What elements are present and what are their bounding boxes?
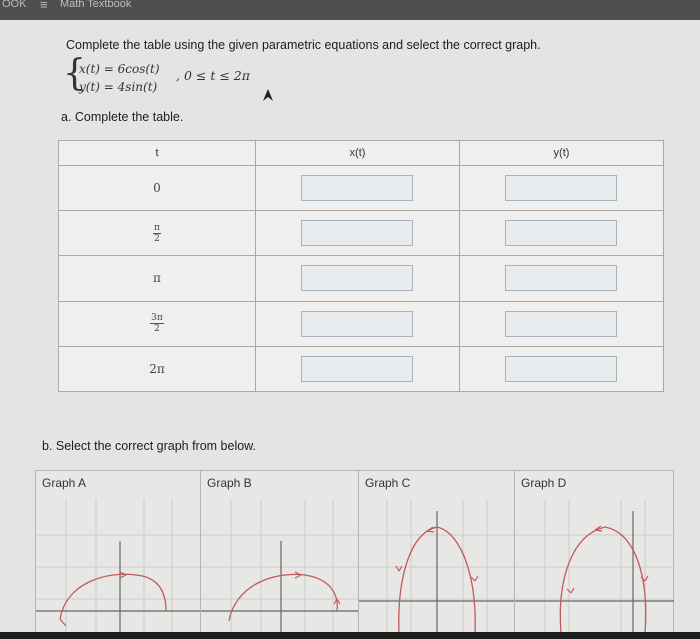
x-input-2[interactable]	[301, 265, 413, 291]
table-row	[59, 301, 664, 346]
table-row	[59, 166, 664, 211]
x-input-1[interactable]	[301, 220, 413, 246]
graph-d-label: Graph D	[521, 476, 567, 490]
header-x: x(t)	[256, 141, 460, 166]
x-input-4[interactable]	[301, 356, 413, 382]
question-instruction: Complete the table using the given parametric equations and select the correct graph.	[66, 38, 541, 52]
book-label: OOK	[2, 0, 27, 10]
fraction-numerator: π	[154, 222, 160, 233]
parameter-range: , 0 ≤ t ≤ 2π	[176, 68, 250, 83]
equation-y: y(t) = 4sin(t)	[79, 80, 158, 94]
x-input-3[interactable]	[301, 311, 413, 337]
graph-b-plot	[201, 471, 359, 633]
header-y: y(t)	[459, 141, 663, 166]
graph-a-plot	[36, 471, 200, 633]
y-input-0[interactable]	[505, 175, 617, 201]
x-input-0[interactable]	[301, 175, 413, 201]
equation-x: x(t) = 6cos(t)	[79, 62, 160, 76]
graph-d-plot	[515, 471, 674, 633]
graph-b-label: Graph B	[207, 476, 252, 490]
parametric-table	[58, 140, 664, 392]
equation-brace: {	[63, 53, 86, 94]
table-row	[59, 346, 664, 391]
top-bar	[0, 0, 700, 20]
graph-c-label: Graph C	[365, 476, 411, 490]
table-row	[59, 211, 664, 256]
t-value-2pi: 2π	[59, 346, 256, 391]
table-header-row	[59, 141, 664, 166]
graph-d-option[interactable]	[514, 471, 674, 633]
mouse-cursor-icon	[262, 88, 274, 102]
y-input-2[interactable]	[505, 265, 617, 291]
fraction-numerator: 3π	[151, 313, 163, 324]
part-a-label: a. Complete the table.	[61, 110, 184, 124]
y-input-1[interactable]	[505, 220, 617, 246]
bottom-bar	[0, 632, 700, 639]
fraction-denominator: 2	[154, 324, 160, 335]
t-value-pi: π	[59, 256, 256, 301]
graph-options	[35, 470, 674, 634]
y-input-3[interactable]	[505, 311, 617, 337]
t-value-3pi-over-2	[59, 301, 256, 346]
t-value-0: 0	[59, 166, 256, 211]
y-input-4[interactable]	[505, 356, 617, 382]
graph-b-option[interactable]	[200, 471, 359, 633]
table-row	[59, 256, 664, 301]
part-b-label: b. Select the correct graph from below.	[42, 439, 256, 453]
graph-a-option[interactable]	[36, 471, 200, 633]
fraction-denominator: 2	[154, 233, 160, 244]
graph-c-option[interactable]	[358, 471, 515, 633]
t-value-pi-over-2	[59, 211, 256, 256]
graph-a-label: Graph A	[42, 476, 87, 490]
graph-c-plot	[359, 471, 515, 633]
menu-icon[interactable]: ≡	[40, 0, 48, 12]
app-title: Math Textbook	[60, 0, 132, 10]
header-t: t	[59, 141, 256, 166]
